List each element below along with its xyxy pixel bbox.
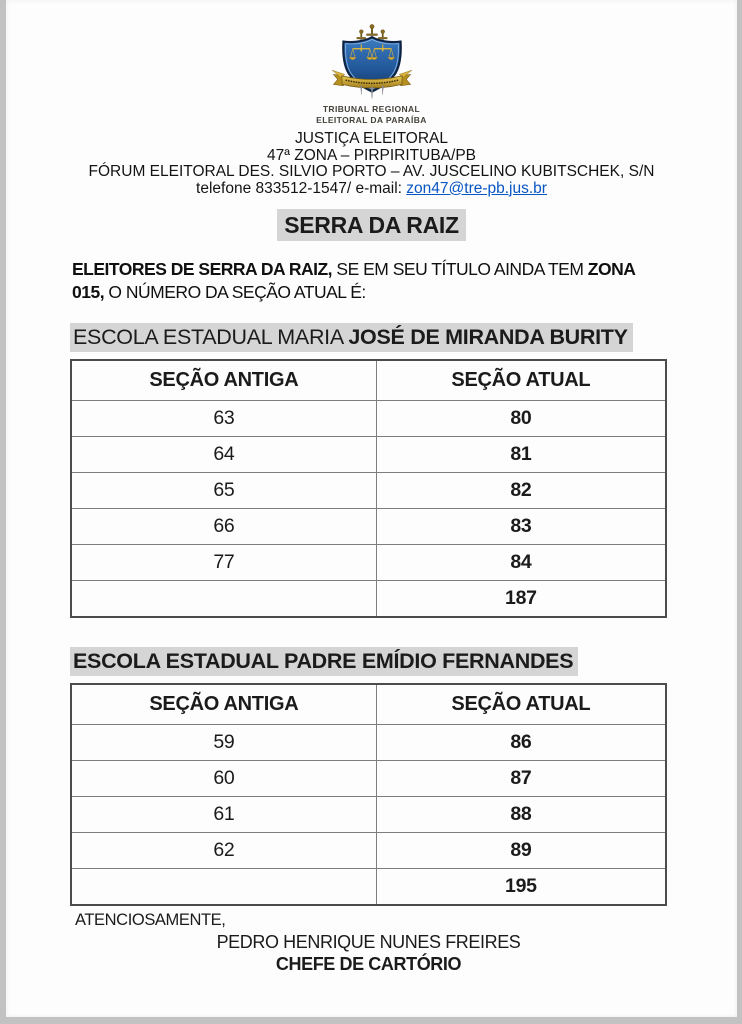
old-section-cell: [71, 868, 376, 905]
table-row: [71, 832, 666, 868]
table-row: [71, 472, 666, 508]
main-content: [70, 325, 667, 975]
crest-block: [6, 0, 737, 126]
new-section-cell: 81: [376, 436, 666, 472]
table-row: [71, 580, 666, 617]
old-section-cell: 65: [71, 472, 376, 508]
signature-name: PEDRO HENRIQUE NUNES FREIRES: [216, 931, 521, 952]
new-section-cell: 83: [376, 508, 666, 544]
school-1-name-regular: ESCOLA ESTADUAL MARIA: [73, 324, 349, 349]
document-page: [6, 0, 737, 1017]
old-section-cell: 63: [71, 400, 376, 436]
col-header-secao-atual: SEÇÃO ATUAL: [376, 360, 666, 401]
section-table-2: [70, 683, 667, 906]
email-link[interactable]: zon47@tre-pb.jus.br: [406, 179, 547, 197]
col-header-secao-antiga: SEÇÃO ANTIGA: [71, 684, 376, 725]
notice-mid: SE EM SEU TÍTULO AINDA TEM: [332, 259, 588, 280]
new-section-cell: 84: [376, 544, 666, 580]
school-heading-1: [70, 325, 667, 350]
table-row: [71, 724, 666, 760]
table-row: [71, 436, 666, 472]
school-heading-2: [70, 649, 667, 674]
old-section-cell: 64: [71, 436, 376, 472]
new-section-cell: 187: [376, 580, 666, 617]
page-title: SERRA DA RAIZ: [277, 209, 466, 241]
table-row: [71, 400, 666, 436]
notice-bold-zona: ZONA: [587, 259, 636, 280]
table-2-header-row: [71, 684, 666, 725]
old-section-cell: 66: [71, 508, 376, 544]
table-row: [71, 760, 666, 796]
notice-bold-015: 015,: [72, 281, 105, 302]
new-section-cell: 195: [376, 868, 666, 905]
old-section-cell: 77: [71, 544, 376, 580]
old-section-cell: 61: [71, 796, 376, 832]
signature-role: CHEFE DE CARTÓRIO: [275, 953, 462, 974]
notice-bold-voters: ELEITORES DE SERRA DA RAIZ,: [72, 259, 333, 280]
notice-paragraph: [72, 258, 667, 304]
letterhead-justice: JUSTIÇA ELEITORAL: [294, 130, 449, 148]
new-section-cell: 87: [376, 760, 666, 796]
old-section-cell: 60: [71, 760, 376, 796]
old-section-cell: [71, 580, 376, 617]
new-section-cell: 82: [376, 472, 666, 508]
org-name-line2: ELEITORAL DA PARAÍBA: [316, 115, 427, 126]
tre-pb-crest-icon: [322, 23, 422, 103]
section-table-1: [70, 359, 667, 618]
table-row: [71, 796, 666, 832]
new-section-cell: 88: [376, 796, 666, 832]
table-1-header-row: [71, 360, 666, 401]
letterhead-contact: [6, 181, 737, 198]
col-header-secao-atual: SEÇÃO ATUAL: [376, 684, 666, 725]
letterhead: [6, 131, 737, 197]
new-section-cell: 86: [376, 724, 666, 760]
table-row: [71, 868, 666, 905]
old-section-cell: 62: [71, 832, 376, 868]
notice-end: O NÚMERO DA SEÇÃO ATUAL É:: [104, 281, 366, 302]
phone-text: telefone 833512-1547/ e-mail:: [196, 179, 407, 197]
org-name: [6, 104, 737, 126]
letterhead-zone: 47ª ZONA – PIRPIRITUBA/PB: [266, 146, 477, 164]
col-header-secao-antiga: SEÇÃO ANTIGA: [71, 360, 376, 401]
table-row: [71, 544, 666, 580]
table-row: [71, 508, 666, 544]
school-2-name-bold: ESCOLA ESTADUAL PADRE EMÍDIO FERNANDES: [73, 648, 574, 673]
school-1-name-bold: JOSÉ DE MIRANDA BURITY: [348, 324, 628, 349]
org-name-line1: TRIBUNAL REGIONAL: [322, 104, 421, 114]
letterhead-address: FÓRUM ELEITORAL DES. SILVIO PORTO – AV. JUSCELINO KUBITSCHEK, S/N: [88, 163, 655, 181]
old-section-cell: 59: [71, 724, 376, 760]
title-row: [6, 212, 737, 239]
new-section-cell: 80: [376, 400, 666, 436]
new-section-cell: 89: [376, 832, 666, 868]
closing-text: ATENCIOSAMENTE,: [75, 910, 226, 929]
